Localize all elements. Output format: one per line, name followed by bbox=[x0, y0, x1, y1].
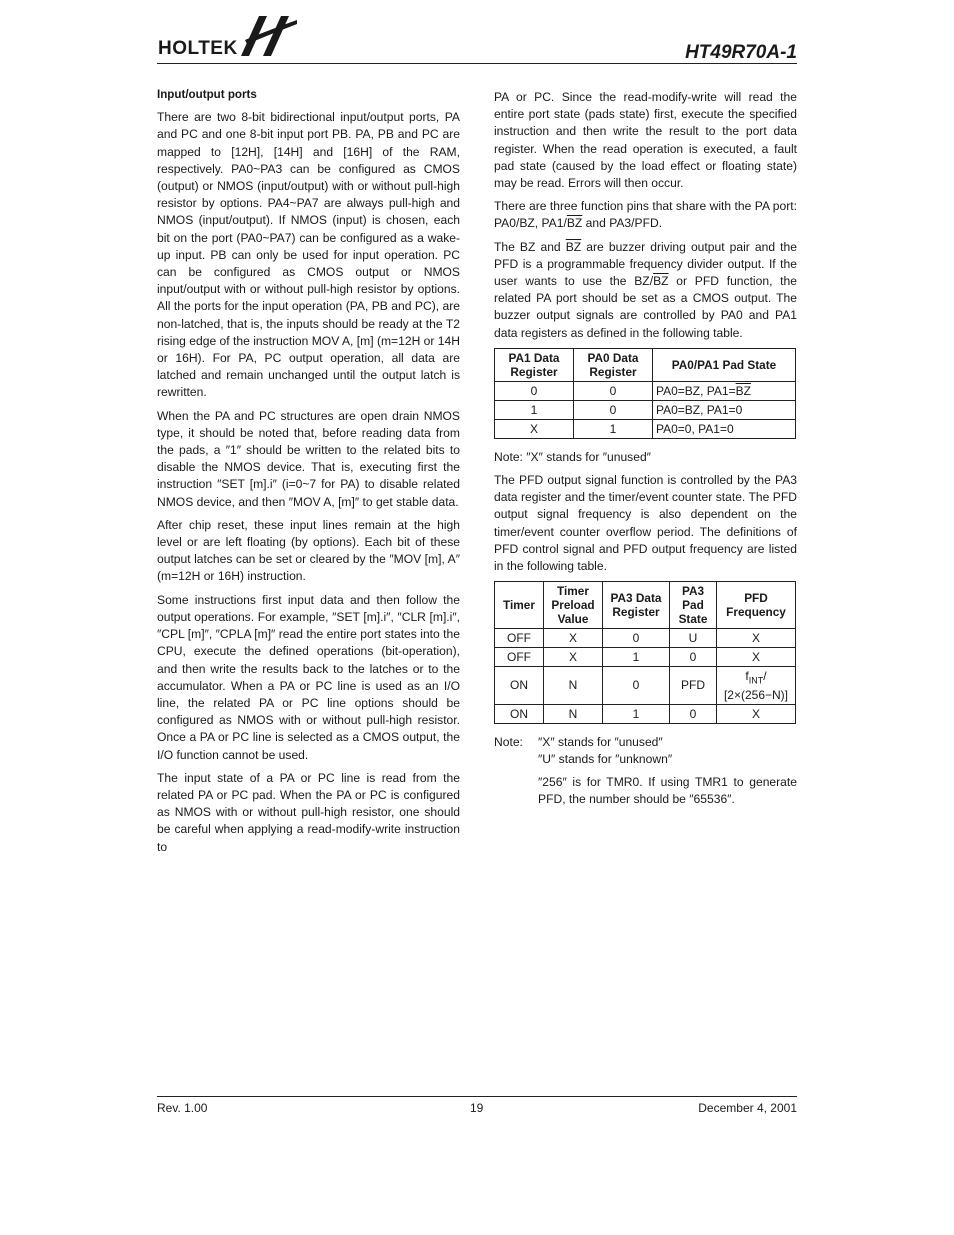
table-cell: PA0=BZ, PA1=0 bbox=[653, 400, 796, 419]
table-cell: PFD bbox=[670, 667, 717, 704]
table-header: PA1 Data Register bbox=[495, 348, 574, 381]
table-header: PFD Frequency bbox=[717, 582, 796, 629]
table-cell: OFF bbox=[495, 629, 544, 648]
footer-page-number: 19 bbox=[470, 1101, 484, 1115]
paragraph-6: PA or PC. Since the read-modify-write will read the entire port state (pads state) first, execute the specified instruction and then write the result to the port data register. When the read operation is executed, a fault pad state (caused by the load effect or floating state) may be read. Errors will then occur. bbox=[494, 90, 797, 191]
table-header: PA0 Data Register bbox=[574, 348, 653, 381]
table-header-row bbox=[495, 348, 796, 381]
pfd-frequency-formula: $f_{INT}/$ [2×(256−N)] bbox=[717, 667, 796, 704]
table-row bbox=[495, 648, 796, 667]
table-cell: 1 bbox=[603, 704, 670, 723]
note-line: ″256″ is for TMR0. If using TMR1 to generate PFD, the number should be ″65536″. bbox=[538, 775, 797, 807]
note-label: Note: bbox=[494, 734, 523, 749]
table-cell: 0 bbox=[670, 704, 717, 723]
note-line: ″U″ stands for ″unknown″ bbox=[538, 751, 673, 766]
pfd-table bbox=[494, 581, 796, 723]
table-cell: 0 bbox=[495, 381, 574, 400]
table-cell: PA0=0, PA1=0 bbox=[653, 419, 796, 438]
header-rule bbox=[157, 63, 797, 64]
note-line: ″X″ stands for ″unused″ bbox=[538, 734, 663, 749]
paragraph-5: The input state of a PA or PC line is read from the related PA or PC pad. When the PA or PC is configured as NMOS with or without pull-high resistor, one should be careful when applying a read-modify-write instruction to bbox=[157, 770, 460, 854]
paragraph-9: The PFD output signal function is controlled by the PA3 data register and the timer/event counter state. The PFD output signal frequency is also dependent on the timer/event counter overflow period. The definitions of PFD control signal and PFD output frequency are listed in the following table. bbox=[494, 473, 797, 574]
table-cell: 0 bbox=[574, 381, 653, 400]
paragraph-1: There are two 8-bit bidirectional input/output ports, PA and PC and one 8-bit input port PB. PA, PB and PC are mapped to [12H], [14H] and [16H] of the RAM, respectively. PA0~PA3 can be configured as CMOS (output) or NMOS (input/output) with or without pull-high resistor by options. PA4~PA7 are always pull-high and NMOS (input/output). If NMOS (input) is chosen, each bit on the port (PA0~PA7) can be configured as a wake-up input. PB can only be used for input operation. PC can be configured as CMOS output or NMOS input/output with or without pull-high resistor by options. All the ports for the input operation (PA, PB and PC), are non-latched, that is, the inputs should be ready at the T2 rising edge of the instruction MOV A, [m] (m=12H or 14H or 16H). For PA, PC output operation, all data are latched and remain unchanged until the output latch is rewritten. bbox=[157, 110, 460, 400]
table-row bbox=[495, 381, 796, 400]
table-header: Timer Preload Value bbox=[544, 582, 603, 629]
table-cell: ON bbox=[495, 704, 544, 723]
section-heading: Input/output ports bbox=[157, 88, 257, 101]
paragraph-3: After chip reset, these input lines remain at the high level or are left floating (by options). Each bit of these output latches can be set or cleared by the ″MOV [m], A″ (m=12H or 16H) instruction. bbox=[157, 517, 460, 584]
table-cell: X bbox=[717, 704, 796, 723]
footer-revision: Rev. 1.00 bbox=[157, 1101, 208, 1115]
table-row bbox=[495, 667, 796, 704]
table-cell: PA0=BZ, $PA1=\overline{BZ}$ bbox=[653, 381, 796, 400]
table-header: Timer bbox=[495, 582, 544, 629]
table-cell: X bbox=[717, 648, 796, 667]
table-cell: 0 bbox=[574, 400, 653, 419]
table-cell: X bbox=[717, 629, 796, 648]
table-row bbox=[495, 400, 796, 419]
table-cell: OFF bbox=[495, 648, 544, 667]
table-cell: ON bbox=[495, 667, 544, 704]
paragraph-7: There are three function pins that share with the PA port: PA0/BZ, $PA1/\overline{BZ}$ and PA3/PFD. bbox=[494, 199, 797, 231]
table-cell: 1 bbox=[603, 648, 670, 667]
note-body bbox=[538, 734, 797, 815]
document-id: HT49R70A-1 bbox=[685, 42, 797, 63]
table-row bbox=[495, 629, 796, 648]
note-block bbox=[494, 734, 797, 815]
footer-date: December 4, 2001 bbox=[698, 1101, 797, 1115]
table-cell: 1 bbox=[574, 419, 653, 438]
note-unused: Note: ″X″ stands for ″unused″ bbox=[494, 449, 651, 464]
left-column bbox=[157, 86, 460, 862]
table-cell: N bbox=[544, 704, 603, 723]
right-column bbox=[494, 89, 797, 814]
table-header: PA3 Data Register bbox=[603, 582, 670, 629]
table-cell: 0 bbox=[603, 667, 670, 704]
table-header: PA0/PA1 Pad State bbox=[653, 348, 796, 381]
table-header: PA3 Pad State bbox=[670, 582, 717, 629]
table-row bbox=[495, 419, 796, 438]
table-cell: 0 bbox=[603, 629, 670, 648]
buzzer-table bbox=[494, 348, 796, 439]
paragraph-4: Some instructions first input data and then follow the output operations. For example, ″SET [m].i″, ″CLR [m].i″, ″CPL [m]″, ″CPLA [m]″ read the entire port states into the CPU, execute the defined operations (bit-operation), and then write the results back to the latches or to the accumulator. When a PA or PC line is used as an I/O line, the related PA or PC line options should be configured as NMOS with or without pull-high resistor. Once a PA or PC line is selected as a CMOS output, the I/O function cannot be used. bbox=[157, 592, 460, 762]
holtek-logo-text: HOLTEK bbox=[158, 38, 238, 59]
table-cell: N bbox=[544, 667, 603, 704]
table-cell: X bbox=[495, 419, 574, 438]
table-header-row bbox=[495, 582, 796, 629]
paragraph-8: The BZ and $\overline{BZ}$ are buzzer driving output pair and the PFD is a programmable frequency divider output. If the user wants to use the $BZ/\overline{BZ}$ or PFD function, the related PA port should be set as a CMOS output. The buzzer output signals are controlled by PA0 and PA1 data registers as defined in the following table. bbox=[494, 239, 797, 340]
holtek-logo-icon bbox=[237, 12, 301, 60]
table-cell: X bbox=[544, 629, 603, 648]
paragraph-2: When the PA and PC structures are open drain NMOS type, it should be noted that, before reading data from the pads, a ″1″ should be written to the related bits to disable the NMOS device. That is, executing first the instruction ″SET [m].i″ (i=0~7 for PA) to disable related NMOS device, and then ″MOV A, [m]″ to get stable data. bbox=[157, 408, 460, 509]
table-cell: 1 bbox=[495, 400, 574, 419]
table-row bbox=[495, 704, 796, 723]
table-cell: X bbox=[544, 648, 603, 667]
footer-rule bbox=[157, 1096, 797, 1097]
table-cell: 0 bbox=[670, 648, 717, 667]
table-cell: U bbox=[670, 629, 717, 648]
